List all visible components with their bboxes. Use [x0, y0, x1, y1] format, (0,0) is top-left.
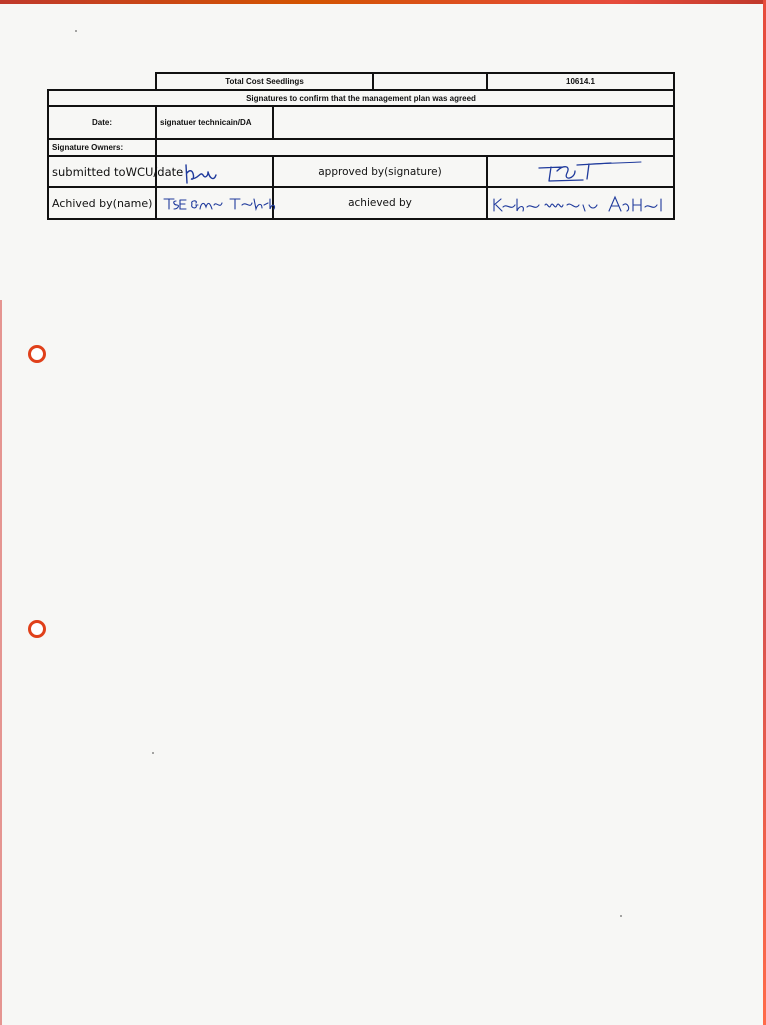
date-value-cell — [273, 106, 674, 139]
approved-signature — [491, 159, 671, 185]
management-plan-table — [47, 72, 675, 220]
blank-corner-cell — [48, 73, 156, 90]
paper-edge-top — [0, 0, 766, 4]
blank-cell — [373, 73, 487, 90]
achieved-name-cell — [156, 187, 273, 219]
binder-hole-upper — [28, 345, 46, 363]
approved-signature-cell — [487, 156, 674, 187]
scan-speck — [152, 752, 154, 754]
total-cost-value: 10614.1 — [487, 73, 674, 90]
signatures-heading: Signatures to confirm that the management plan was agreed — [48, 90, 674, 106]
scan-speck — [620, 915, 622, 917]
achieved-name-label: Achived by(name) — [48, 187, 156, 219]
approved-label: approved by(signature) — [273, 156, 487, 187]
achieved-name-handwriting — [160, 191, 278, 215]
submitted-label: submitted toWCU/date — [48, 156, 156, 187]
scan-speck — [75, 30, 77, 32]
binder-hole-lower — [28, 620, 46, 638]
paper-edge-left — [0, 300, 2, 1025]
achieved-by-handwriting — [491, 191, 671, 215]
achieved-by-label: achieved by — [273, 187, 487, 219]
date-label: Date: — [48, 106, 156, 139]
technician-label: signatuer technicain/DA — [156, 106, 273, 139]
total-cost-label: Total Cost Seedlings — [156, 73, 373, 90]
signature-owners-value — [156, 139, 674, 156]
signature-owners-label: Signature Owners: — [48, 139, 156, 156]
achieved-by-cell — [487, 187, 674, 219]
